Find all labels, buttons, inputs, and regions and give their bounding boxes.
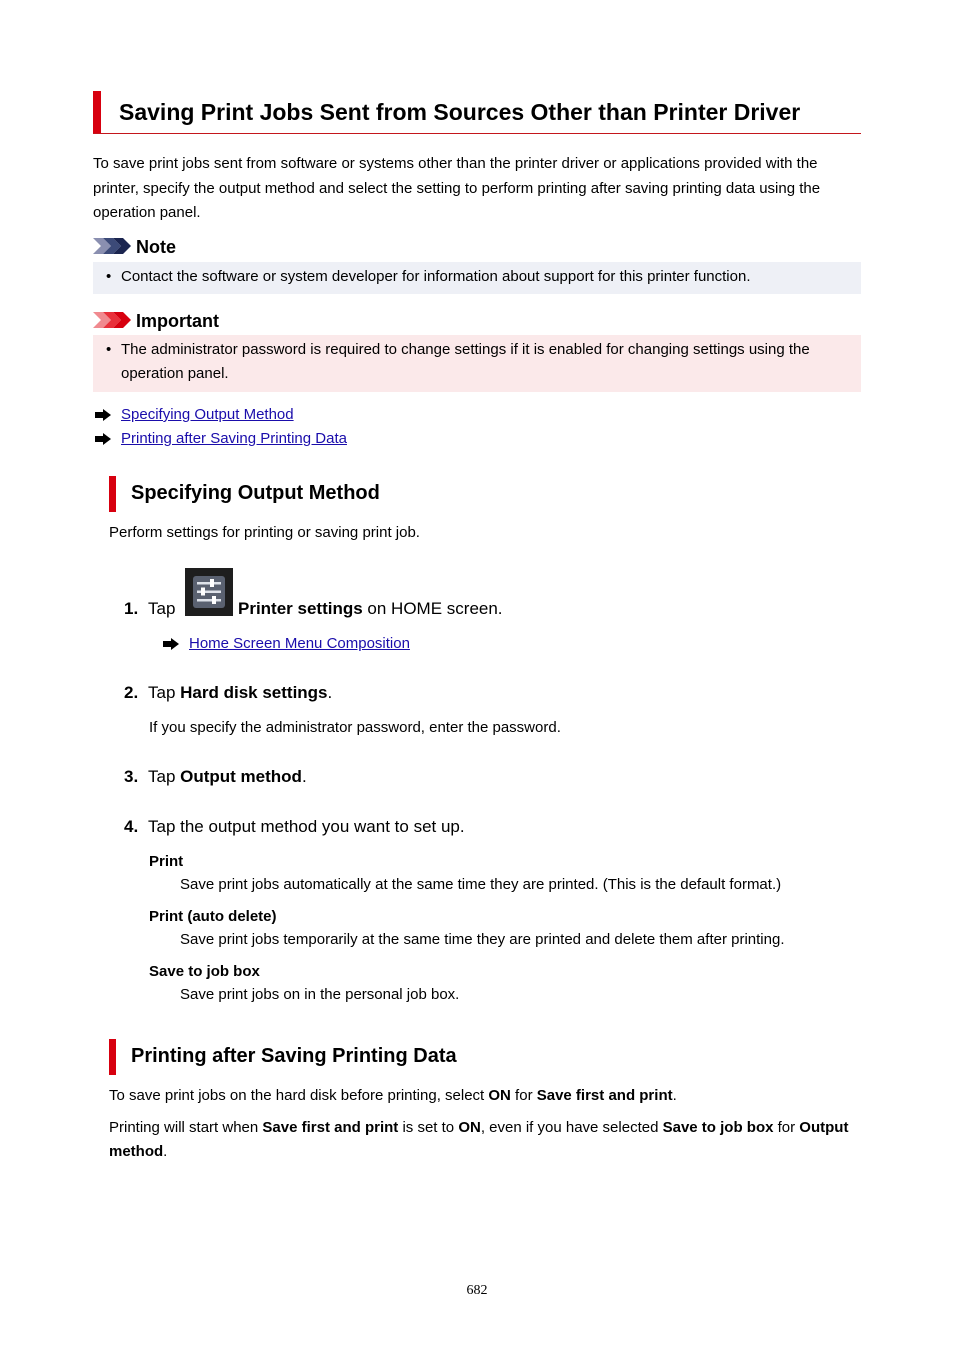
page-number: 682 bbox=[466, 1283, 488, 1298]
step-1-pre: Tap bbox=[148, 599, 176, 618]
step-3-bold: Output method bbox=[180, 767, 302, 786]
note-item: Contact the software or system developer for information about support for this printer function. bbox=[121, 268, 751, 285]
text-run: To save print jobs on the hard disk before printing, select bbox=[109, 1087, 489, 1104]
link-home-screen-menu[interactable]: Home Screen Menu Composition bbox=[189, 635, 410, 652]
link-specifying-output-method[interactable]: Specifying Output Method bbox=[121, 406, 294, 423]
step-3 bbox=[124, 767, 307, 787]
intro-paragraph: To save print jobs sent from software or systems other than the printer driver or applications provided with the printer, specify the output method and select the setting to perform printing after saving printing data using the operation panel. bbox=[93, 155, 821, 221]
step-3-pre: Tap bbox=[148, 767, 181, 786]
page-title bbox=[93, 91, 861, 134]
important-chevrons-icon bbox=[93, 312, 131, 328]
text-run-bold: ON bbox=[488, 1087, 511, 1104]
section-accent-bar bbox=[109, 476, 116, 512]
arrow-right-icon bbox=[163, 638, 179, 650]
option-desc-print-auto-delete: Save print jobs temporarily at the same time they are printed and delete them after printing. bbox=[180, 931, 785, 948]
text-run: . bbox=[672, 1087, 677, 1104]
step-number: 3. bbox=[124, 767, 139, 786]
step-2-pre: Tap bbox=[148, 683, 181, 702]
step-number: 1. bbox=[124, 599, 139, 618]
note-chevrons-icon bbox=[93, 238, 131, 254]
printer-settings-icon bbox=[185, 568, 233, 616]
section-heading-text: Printing after Saving Printing Data bbox=[131, 1045, 457, 1067]
note-box bbox=[93, 262, 861, 294]
text-run-bold: Save to job box bbox=[662, 1119, 774, 1136]
important-box bbox=[93, 335, 861, 392]
text-run-bold: Save first and print bbox=[536, 1087, 673, 1104]
option-desc-save-to-job-box: Save print jobs on in the personal job box. bbox=[180, 986, 460, 1003]
link-printing-after-saving-data[interactable]: Printing after Saving Printing Data bbox=[121, 430, 347, 447]
sliders-icon bbox=[185, 568, 233, 616]
step-2-post: . bbox=[327, 683, 333, 702]
note-heading-text: Note bbox=[136, 237, 176, 257]
text-run-bold: Output method bbox=[109, 1119, 849, 1160]
step-2-note: If you specify the administrator password, enter the password. bbox=[149, 719, 561, 736]
option-term-save-to-job-box: Save to job box bbox=[149, 963, 260, 980]
option-desc-print: Save print jobs automatically at the same time they are printed. (This is the default format.) bbox=[180, 876, 782, 893]
important-item: The administrator password is required to change settings if it is enabled for changing settings using the operation panel. bbox=[121, 341, 810, 382]
text-run-bold: Save first and print bbox=[262, 1119, 399, 1136]
text-run-bold: ON bbox=[458, 1119, 481, 1136]
bullet-icon: • bbox=[106, 268, 112, 285]
step-4 bbox=[124, 817, 465, 837]
bullet-icon: • bbox=[106, 341, 112, 358]
text-run: . bbox=[163, 1143, 168, 1160]
section-heading-text: Specifying Output Method bbox=[131, 482, 380, 504]
arrow-right-icon bbox=[95, 409, 111, 421]
text-run: is set to bbox=[398, 1119, 459, 1136]
step-2 bbox=[124, 683, 332, 703]
option-term-print: Print bbox=[149, 853, 184, 870]
important-heading-text: Important bbox=[136, 311, 219, 331]
step-2-bold: Hard disk settings bbox=[180, 683, 328, 702]
step-number: 4. bbox=[124, 817, 139, 836]
option-term-print-auto-delete: Print (auto delete) bbox=[149, 908, 277, 925]
section2-paragraph-1 bbox=[109, 1084, 861, 1108]
step-1 bbox=[124, 599, 175, 619]
step-number: 2. bbox=[124, 683, 139, 702]
section1-intro: Perform settings for printing or saving print job. bbox=[109, 524, 420, 541]
step-1-bold: Printer settings bbox=[238, 599, 363, 618]
section2-paragraph-2 bbox=[109, 1116, 861, 1164]
title-accent-bar bbox=[93, 91, 101, 133]
step-3-post: . bbox=[301, 767, 307, 786]
section-accent-bar bbox=[109, 1039, 116, 1075]
page-title-text: Saving Print Jobs Sent from Sources Other than Printer Driver bbox=[119, 99, 801, 125]
text-run: , even if you have selected bbox=[480, 1119, 663, 1136]
step-4-text: Tap the output method you want to set up. bbox=[148, 817, 465, 836]
text-run: Printing will start when bbox=[109, 1119, 263, 1136]
text-run: for bbox=[773, 1119, 800, 1136]
step-1-post: on HOME screen. bbox=[362, 599, 503, 618]
text-run: for bbox=[510, 1087, 537, 1104]
arrow-right-icon bbox=[95, 433, 111, 445]
step-1-rest bbox=[238, 599, 503, 619]
